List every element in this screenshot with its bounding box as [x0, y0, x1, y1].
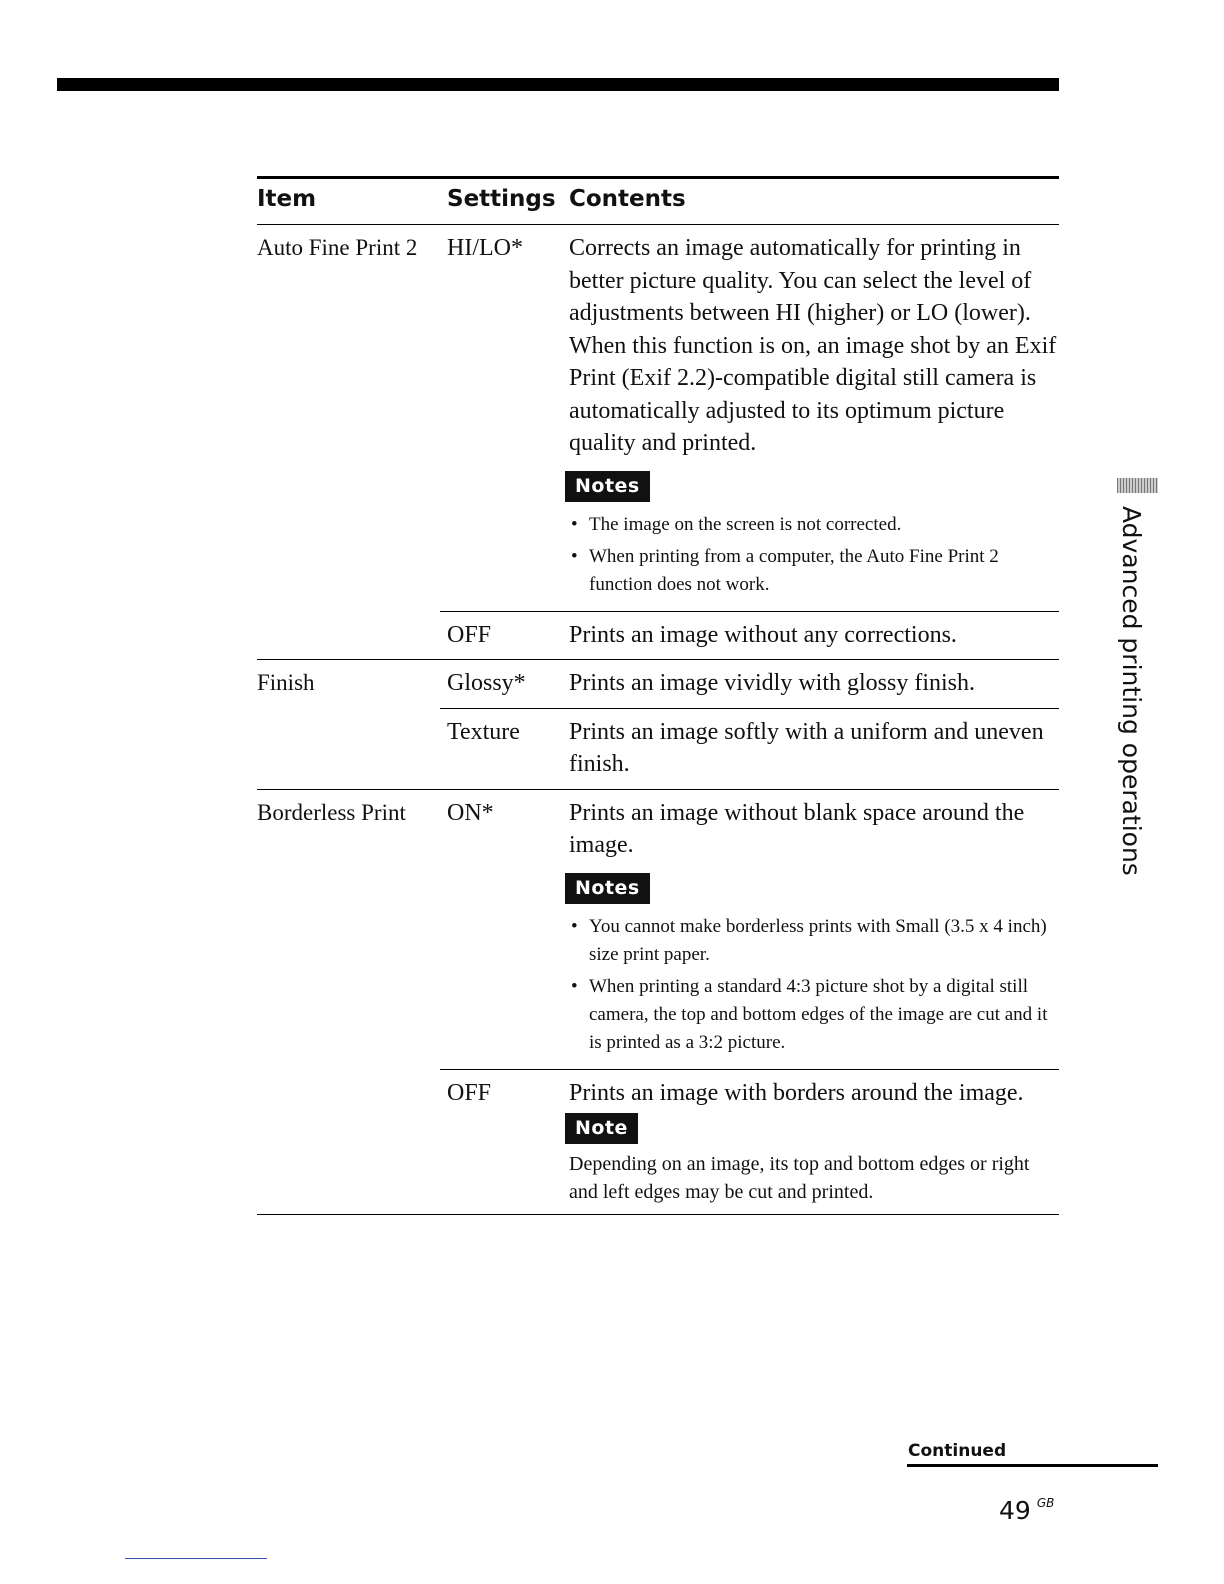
note-text: Depending on an image, its top and bottom edges or right and left edges may be cut and printed. — [569, 1153, 1030, 1203]
setting-row-on — [440, 790, 1059, 1070]
notes-badge: Notes — [565, 873, 650, 904]
note-badge: Note — [565, 1113, 638, 1144]
borderless-off-description: Prints an image with borders around the image. — [569, 1079, 1024, 1106]
setting-row-off — [440, 612, 1059, 660]
on-description: Prints an image without blank space around the image. — [569, 799, 1025, 858]
bullet-icon: • — [571, 513, 578, 535]
setting-row-hilo — [440, 225, 1059, 612]
header-settings: Settings — [447, 186, 556, 212]
section-tab-label: Advanced printing operations — [1117, 506, 1146, 876]
off-description: Prints an image without any corrections. — [569, 621, 957, 648]
bullet-icon: • — [571, 545, 578, 567]
note-item: • The image on the screen is not corrected. — [569, 511, 1059, 539]
table-header — [257, 176, 1059, 225]
content-hilo — [569, 225, 1059, 611]
section-tab-marker — [1117, 478, 1158, 493]
bullet-icon: • — [571, 915, 578, 937]
setting-borderless-off: OFF — [447, 1079, 492, 1106]
top-rule — [57, 78, 1059, 91]
content-borderless-off — [569, 1070, 1059, 1215]
glossy-description: Prints an image vividly with glossy finish. — [569, 670, 975, 696]
setting-row-glossy — [440, 660, 1059, 709]
item-borderless-print: Borderless Print — [257, 799, 406, 825]
notes-badge: Notes — [565, 471, 650, 502]
content-on — [569, 790, 1059, 1069]
item-auto-fine-print: Auto Fine Print 2 — [257, 235, 418, 260]
content-off — [569, 612, 1059, 660]
header-item: Item — [257, 186, 317, 212]
hilo-description: Corrects an image automatically for printing in better picture quality. You can select the level of adjustments between HI (higher) or LO (lower). When this function is on, an image shot by an Exif Print (Exif 2.2)-compatible digital still camera is automatically adjusted to its optimum picture quality and printed. — [569, 235, 1057, 456]
continued-rule — [907, 1464, 1158, 1467]
setting-hilo: HI/LO* — [447, 235, 523, 261]
setting-on: ON* — [447, 799, 494, 826]
settings-table — [257, 176, 1059, 1215]
note-item: • You cannot make borderless prints with Small (3.5 x 4 inch) size print paper. — [569, 913, 1059, 969]
page-number: 49 $^{GB}$ — [999, 1496, 1055, 1525]
bullet-icon: • — [571, 975, 578, 997]
content-glossy — [569, 660, 1059, 708]
row-borderless-print — [257, 790, 1059, 1216]
texture-description: Prints an image softly with a uniform and uneven finish. — [569, 718, 1044, 777]
item-finish: Finish — [257, 670, 315, 695]
header-contents: Contents — [569, 186, 686, 212]
note-item: • When printing from a computer, the Auto Fine Print 2 function does not work. — [569, 543, 1059, 599]
setting-row-borderless-off — [440, 1070, 1059, 1215]
setting-row-texture — [440, 709, 1059, 789]
continued-label: Continued — [908, 1441, 1007, 1461]
content-texture — [569, 709, 1059, 789]
bottom-line — [125, 1558, 267, 1559]
page-suffix: GB — [1036, 1496, 1055, 1510]
setting-texture: Texture — [447, 718, 520, 745]
row-auto-fine-print — [257, 225, 1059, 660]
setting-glossy: Glossy* — [447, 670, 526, 696]
row-finish — [257, 660, 1059, 790]
setting-off: OFF — [447, 621, 492, 648]
note-item: • When printing a standard 4:3 picture shot by a digital still camera, the top and bottom edges of the image are cut and it is printed as a 3:2 picture. — [569, 973, 1059, 1057]
